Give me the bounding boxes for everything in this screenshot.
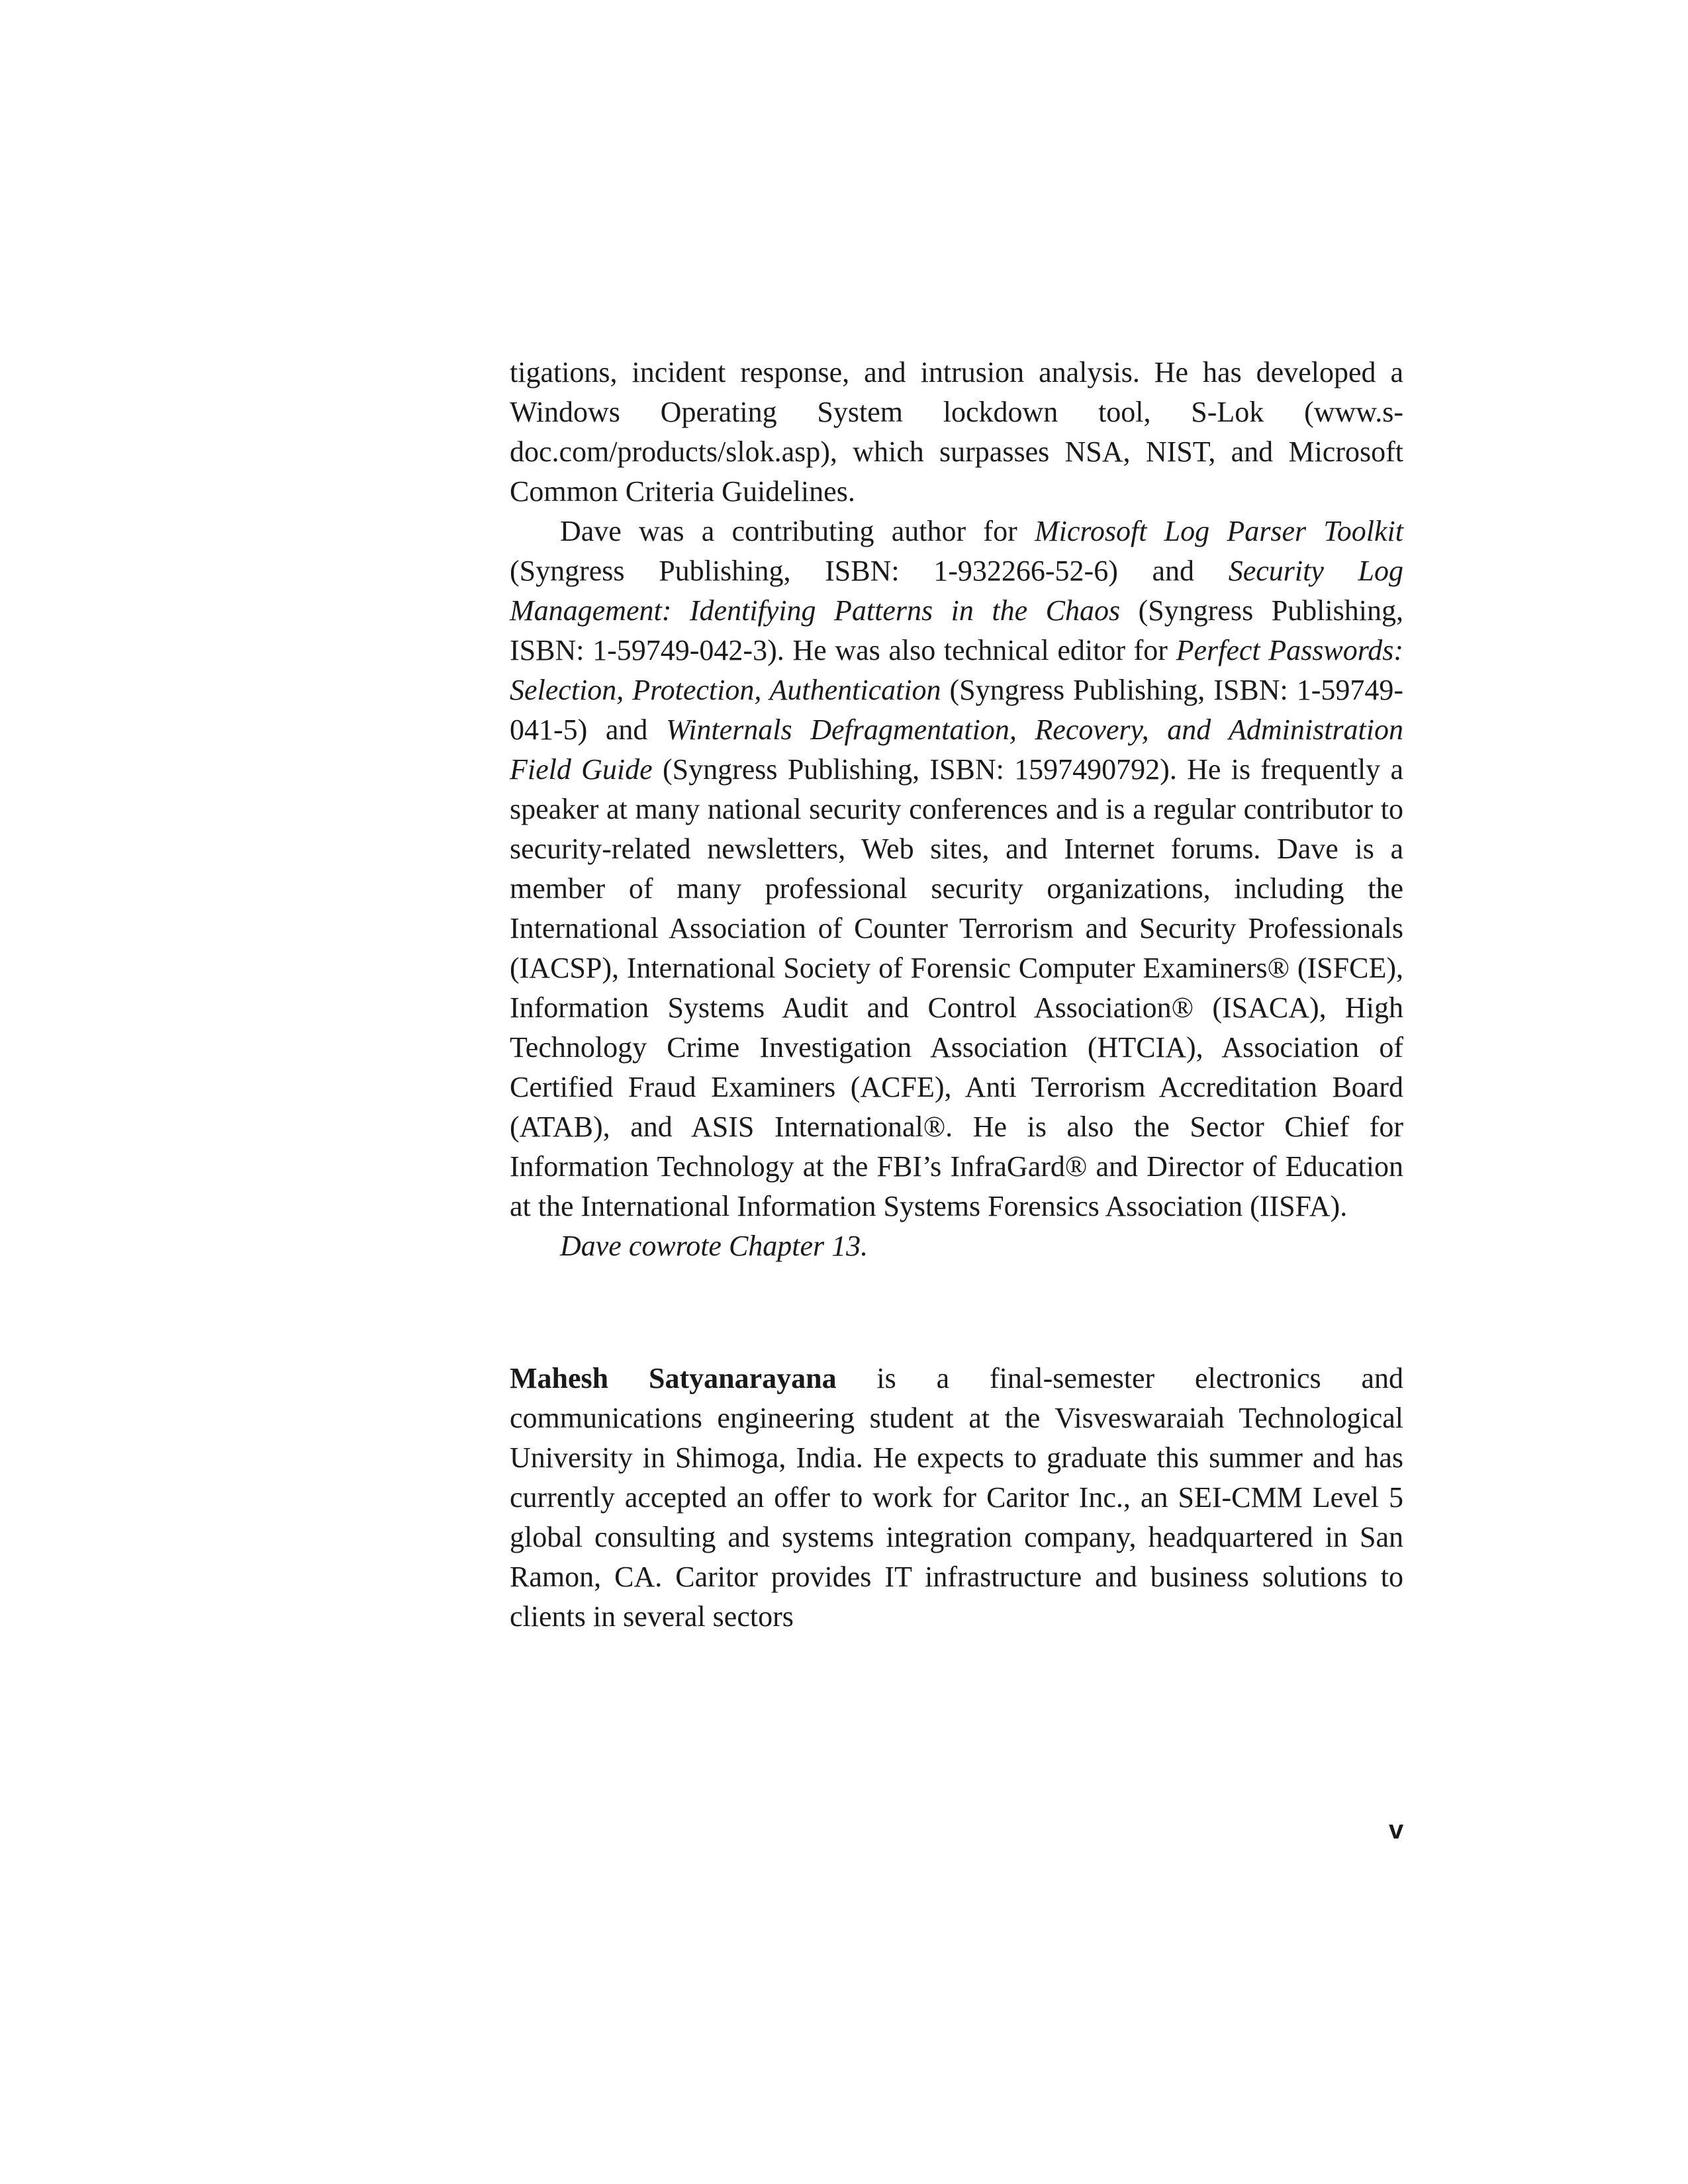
book-title-winternals: Winternals Defragmentation, Recovery, and Administration Field Guide	[510, 713, 1404, 786]
mahesh-bio-paragraph	[510, 1359, 1403, 1637]
contributor-name: Mahesh Satyanarayana	[510, 1362, 837, 1394]
book-title-microsoft-log-parser: Microsoft Log Parser Toolkit	[1034, 515, 1403, 547]
dave-bio-text-5: (Syngress Publishing, ISBN: 1597490792). He is frequently a speaker at many national security conferences and is a regular contributor to security-related newsletters, Web sites, and Internet forums. Dave is a member of many professional security organizations, including the International Association of Counter Terrorism and Security Professionals (IACSP), International Society of Forensic Computer Examiners® (ISFCE), Information Systems Audit and Control Association® (ISACA), High Technology Crime Investigation Association (HTCIA), Association of Certified Fraud Examiners (ACFE), Anti Terrorism Accreditation Board (ATAB), and ASIS International®. He is also the Sector Chief for Information Technology at the FBI’s InfraGard® and Director of Education at the International Information Systems Forensics Association (IISFA).	[510, 753, 1403, 1222]
mahesh-bio-block	[510, 1359, 1403, 1637]
dave-chapter-note	[510, 1226, 1403, 1266]
dave-bio-paragraph-1: tigations, incident response, and intrusion analysis. He has developed a Windows Operating System lockdown tool, S-Lok (www.s-doc.com/products/slok.asp), which surpasses NSA, NIST, and Microsoft Common Criteria Guidelines.	[510, 356, 1403, 508]
dave-bio-text-1: Dave was a contributing author for	[560, 515, 1035, 547]
book-title-security-log-management: Security Log Management: Identifying Patterns in the Chaos	[510, 555, 1403, 627]
dave-bio-block	[510, 353, 1403, 1266]
dave-bio-text-2: (Syngress Publishing, ISBN: 1-932266-52-6) and	[510, 555, 1229, 587]
dave-bio-paragraph-2	[510, 512, 1403, 1226]
page-number: v	[1389, 1815, 1404, 1844]
dave-bio-text-4: (Syngress Publishing, ISBN: 1-59749-041-5) and	[510, 674, 1404, 746]
mahesh-bio-text: is a final-semester electronics and communications engineering student at the Visveswaraiah Technological University in Shimoga, India. He expects to graduate this summer and has currently accepted an offer to work for Caritor Inc., an SEI-CMM Level 5 global consulting and systems integration company, headquartered in San Ramon, CA. Caritor provides IT infrastructure and business solutions to clients in several sectors	[510, 1362, 1404, 1633]
book-title-perfect-passwords: Perfect Passwords: Selection, Protection, Authentication	[510, 634, 1403, 706]
dave-bio-text-3: (Syngress Publishing, ISBN: 1-59749-042-3). He was also technical editor for	[510, 594, 1403, 666]
dave-chapter-note-text: Dave cowrote Chapter 13.	[560, 1230, 868, 1262]
